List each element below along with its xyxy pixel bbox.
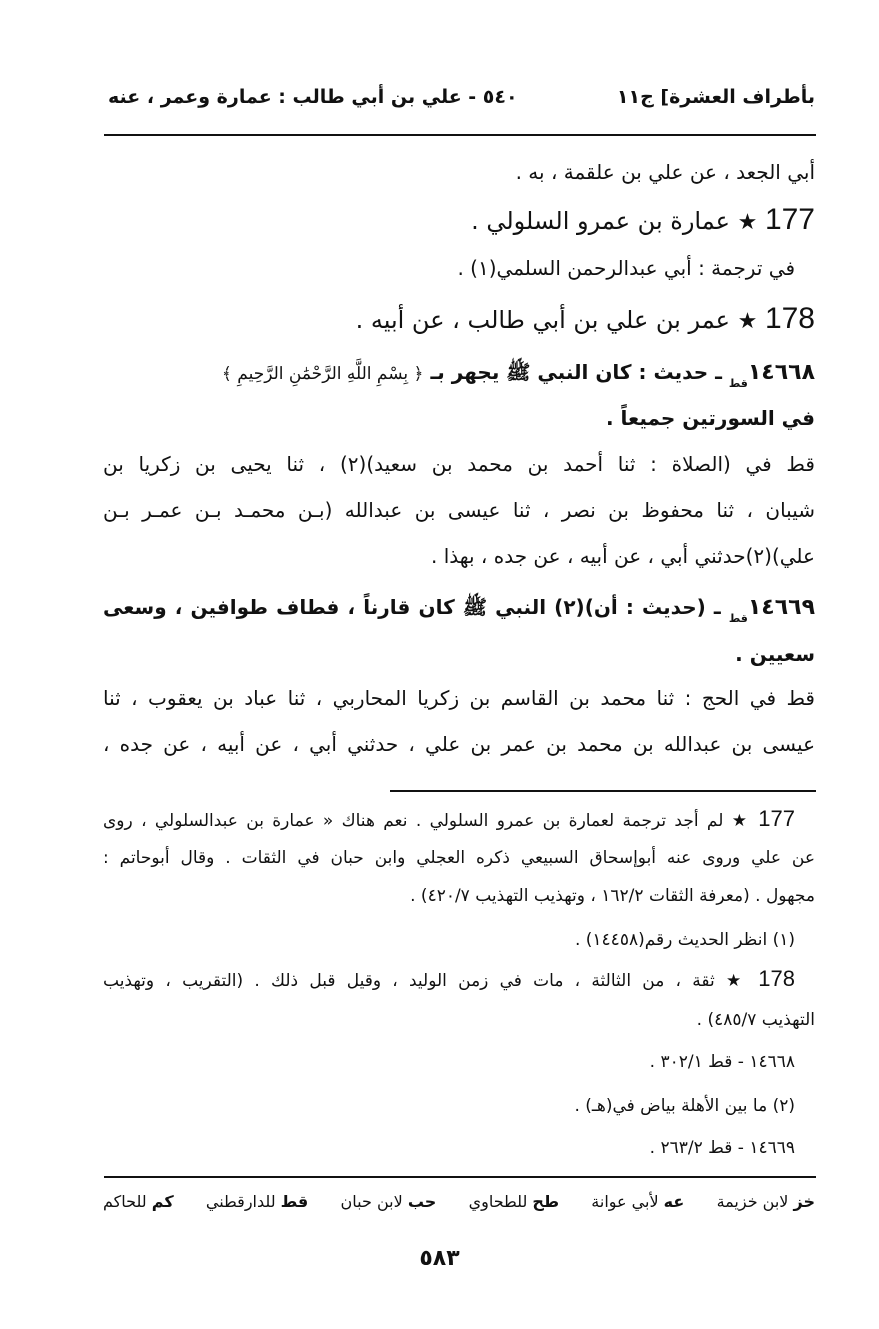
hadith-14668	[103, 360, 815, 389]
star-icon: ★	[725, 971, 748, 991]
source-code: قط	[728, 377, 748, 390]
footnote-1: (١) انظر الحديث رقم(١٤٤٥٨) .	[574, 930, 795, 950]
abbreviation-item: كم للحاكم	[103, 1192, 174, 1211]
footnote-line: مجهول . (معرفة الثقات ١٦٢/٢ ، وتهذيب التهذيب ٤٢٠/٧) .	[410, 886, 815, 906]
entry-number: 178	[764, 302, 815, 335]
entry-title: عمارة بن عمرو السلولي .	[471, 207, 730, 235]
basmala-ornament: ﴿ بِسْمِ اللَّهِ الرَّحْمَٰنِ الرَّحِيمِ ﴾	[221, 364, 424, 384]
abbreviation-item: عه لأبي عوانة	[591, 1192, 685, 1211]
text-line: شيبان ، ثنا محفوظ بن نصر ، ثنا عيسى بن عبدالله (بـن محمـد بـن عمـر بـن	[103, 498, 815, 522]
footnote-2: (٢) ما بين الأهلة بياض في(هـ) .	[574, 1096, 795, 1116]
abbreviation-item: حب لابن حبان	[340, 1192, 437, 1211]
entry-number: 177	[764, 203, 815, 236]
text-line: قط في الحج : ثنا محمد بن القاسم بن زكريا المحاربي ، ثنا عباد بن يعقوب ، ثنا	[103, 686, 815, 710]
footnote-number: 177	[758, 806, 795, 831]
hadith-14669	[103, 595, 815, 624]
footnote-line: عن علي وروى عنه أبوإسحاق السبيعي ذكره العجلي وابن حبان في الثقات . وقال أبوحاتم :	[103, 848, 815, 868]
reference-14669: ١٤٦٦٩ - قط ٢٦٣/٢ .	[649, 1138, 795, 1158]
hadith-number: ١٤٦٦٨	[747, 360, 815, 385]
text-line: سعيين .	[735, 642, 815, 666]
text-line: علي)(٢)حدثني أبي ، عن أبيه ، عن جده ، بهذا .	[431, 544, 815, 568]
abbreviation-item: خز لابن خزيمة	[716, 1192, 815, 1211]
text-line: في السورتين جميعاً .	[605, 406, 815, 430]
abbreviations-rule	[104, 1176, 816, 1178]
text-line: أبي الجعد ، عن علي بن علقمة ، به .	[515, 160, 815, 184]
running-header-left: ٥٤٠ - علي بن أبي طالب : عمارة وعمر ، عنه	[108, 86, 518, 108]
running-header-right: بأطراف العشرة] ج١١	[616, 86, 815, 108]
star-icon: ★	[737, 309, 758, 334]
hadith-text: ـ حديث : كان النبي ﷺ يجهر بـ	[430, 360, 722, 384]
text-line: قط في (الصلاة : ثنا أحمد بن محمد بن سعيد)(٢) ، ثنا يحيى بن زكريا بن	[103, 452, 815, 476]
footnote-line: التهذيب ٤٨٥/٧) .	[696, 1010, 815, 1030]
footnote-text: ثقة ، من الثالثة ، مات في زمن الوليد ، وقيل قبل ذلك . (التقريب ، وتهذيب	[103, 971, 715, 991]
hadith-text: ـ (حديث : أن)(٢) النبي ﷺ كان قارناً ، فطاف طوافين ، وسعى	[103, 595, 721, 619]
entry-title: عمر بن علي بن أبي طالب ، عن أبيه .	[355, 306, 730, 334]
footnote-number: 178	[758, 966, 795, 991]
source-code: قط	[728, 612, 748, 625]
abbreviation-item: طح للطحاوي	[468, 1192, 560, 1211]
page-number: ٥٨٣	[419, 1246, 460, 1271]
footnote-177	[103, 806, 795, 832]
star-icon: ★	[731, 811, 750, 831]
entry-178	[103, 302, 815, 336]
text-line: في ترجمة : أبي عبدالرحمن السلمي(١) .	[457, 256, 795, 280]
abbreviation-item: قط للدارقطني	[205, 1192, 309, 1211]
abbreviations-key	[103, 1192, 815, 1211]
reference-14668: ١٤٦٦٨ - قط ٣٠٢/١ .	[649, 1052, 795, 1072]
footnote-rule	[390, 790, 816, 792]
star-icon: ★	[737, 210, 758, 235]
footnote-178	[103, 966, 795, 992]
hadith-number: ١٤٦٦٩	[747, 595, 815, 620]
footnote-text: لم أجد ترجمة لعمارة بن عمرو السلولي . نعم هناك « عمارة بن عبدالسلولي ، روى	[103, 811, 724, 831]
entry-177	[103, 203, 815, 237]
text-line: عيسى بن عبدالله بن محمد بن عمر بن علي ، حدثني أبي ، عن أبيه ، عن جده ،	[103, 732, 815, 756]
header-rule	[104, 134, 816, 136]
